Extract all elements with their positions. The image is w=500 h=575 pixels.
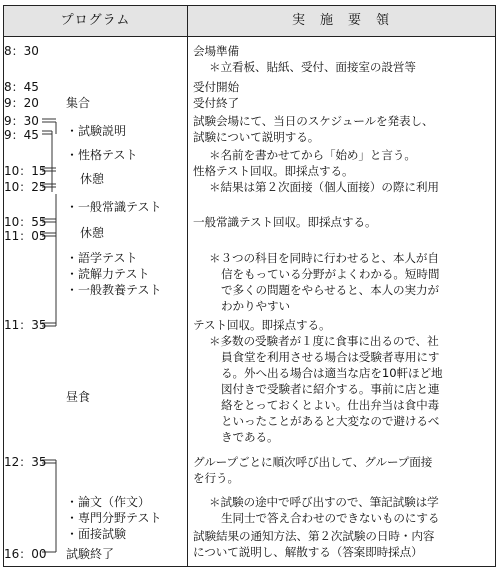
proc-line: わかりやすい [221,299,290,313]
time-1600: 16：00 [4,547,47,561]
proc-line: ＊立看板、貼紙、受付、面接室の設営等 [209,60,416,74]
program-essay: ・論文（作文） [66,495,151,509]
header-procedure: 実 施 要 領 [291,13,390,28]
program-break-1: 休憩 [80,172,105,186]
time-1235: 12：35 [4,455,47,469]
proc-line: 会場準備 [193,44,239,58]
time-1025: 10：25 [4,180,47,194]
proc-line: で多くの問題をやらせると、本人の実力が [221,283,440,297]
time-1055: 10：55 [4,215,47,229]
proc-line: 図付きで受験者に紹介する。事前に店と連 [221,382,440,396]
header-program: プログラム [60,13,131,28]
proc-line: について説明し、解散する（答案即時採点） [193,545,423,559]
program-break-2: 休憩 [80,226,105,240]
proc-line: テスト回収。即採点する。 [193,318,331,332]
proc-line: といったことがあると大変なので避けるべ [221,414,440,428]
proc-line: グループごとに順次呼び出して、グループ面接 [193,455,433,469]
proc-line: 信をもっている分野がよくわかる。短時間 [221,267,440,281]
time-0845: 8：45 [4,80,39,94]
program-personality: ・性格テスト [66,148,138,162]
proc-line: を行う。 [193,471,239,485]
proc-line: 試験結果の通知方法、第２次試験の日時・内容 [193,529,435,543]
proc-line: 一般常識テスト回収。即採点する。 [193,215,377,229]
schedule-table [3,5,496,567]
program-end: 試験終了 [66,547,115,561]
program-culture: ・一般教養テスト [66,283,162,297]
proc-line: る。外へ出る場合は適当な店を10軒ほど地 [221,366,443,380]
proc-line: ＊多数の受験者が１度に食事に出るので、社 [209,334,439,348]
proc-line: ＊試験の途中で呼び出すので、筆記試験は学 [209,495,439,509]
time-0945: 9：45 [4,128,39,142]
time-1015: 10：15 [4,164,47,178]
column-divider [187,6,188,566]
program-reading: ・読解力テスト [66,267,150,281]
program-lunch: 昼食 [66,390,91,404]
proc-line: 受付開始 [193,80,239,94]
time-0920: 9：20 [4,96,39,110]
proc-line: ＊名前を書かせてから「始め」と言う。 [209,148,416,162]
proc-line: 試験会場にて、当日のスケジュールを発表し、 [193,114,434,128]
proc-line: ＊３つの科目を同時に行わせると、本人が自 [209,251,439,265]
program-interview: ・面接試験 [66,527,127,541]
time-1135: 11：35 [4,318,47,332]
program-language: ・語学テスト [66,251,138,265]
time-0830: 8：30 [4,44,39,58]
time-0930: 9：30 [4,114,39,128]
program-exam-explain: ・試験説明 [66,124,127,138]
program-gather: 集合 [66,96,91,110]
proc-line: 生同士で答え合わせのできないものにする [221,511,440,525]
proc-line: 受付終了 [193,96,239,110]
program-general: ・一般常識テスト [66,200,162,214]
proc-line: 員食堂を利用させる場合は受験者専用にす [221,350,440,364]
proc-line: 絡をとっておくとよい。仕出弁当は食中毒 [221,398,440,412]
program-specialty: ・専門分野テスト [66,511,162,525]
proc-line: 性格テスト回収。即採点する。 [193,164,354,178]
time-1105: 11：05 [4,229,47,243]
proc-line: きである。 [221,430,279,444]
proc-line: ＊結果は第２次面接（個人面接）の際に利用 [209,180,439,194]
proc-line: 試験について説明する。 [193,130,320,144]
